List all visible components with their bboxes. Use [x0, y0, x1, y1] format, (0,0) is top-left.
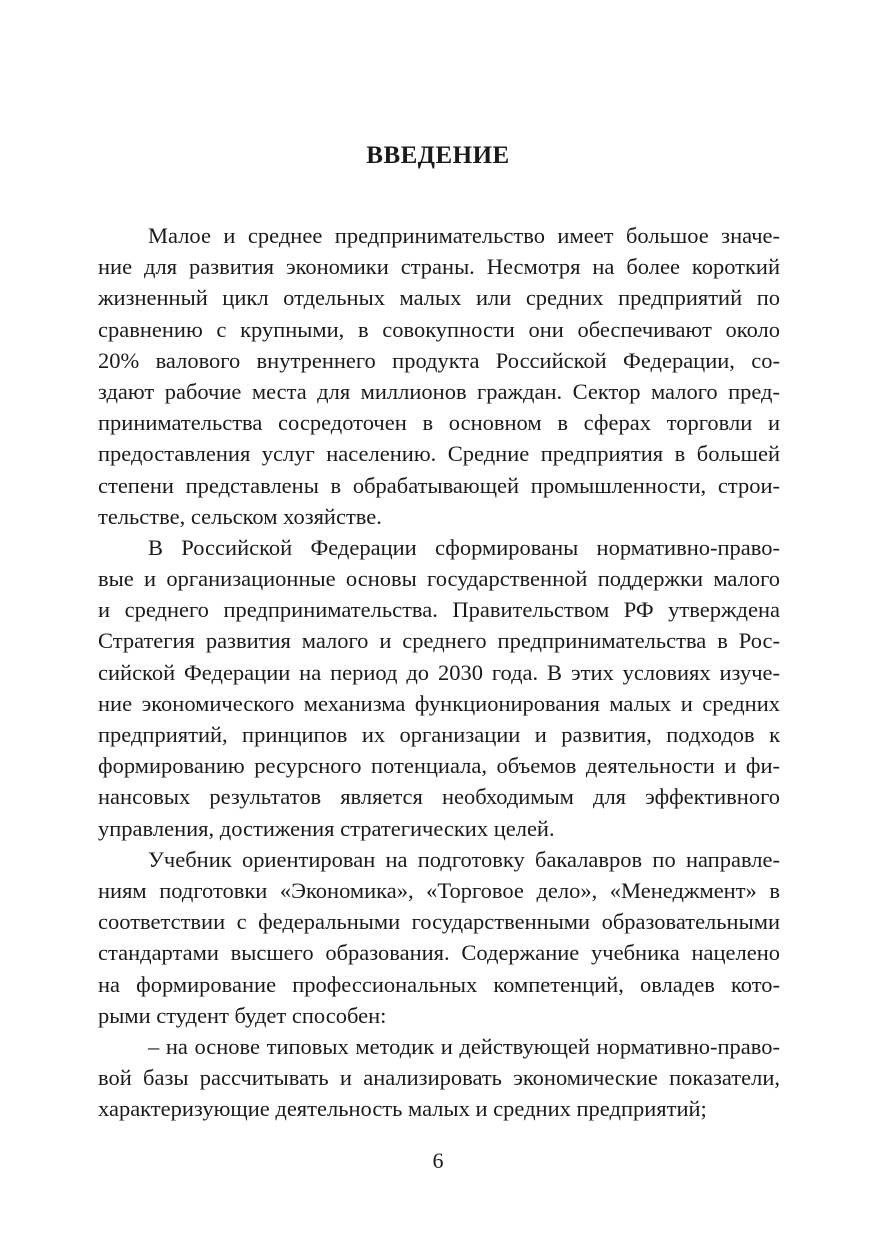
text-line: тельстве, сельском хозяйстве.: [98, 503, 382, 529]
text-line: Стратегия развития малого и среднего предпринимательства в Рос-: [98, 628, 780, 654]
text-line: управления, достижения стратегических целей.: [98, 815, 555, 841]
text-line: сийской Федерации на период до 2030 года. В этих условиях изуче-: [98, 659, 780, 685]
text-line: вой базы рассчитывать и анализировать экономические показатели,: [98, 1065, 780, 1091]
body-text: [98, 220, 780, 1124]
text-line: стандартами высшего образования. Содержание учебника нацелено: [98, 940, 780, 966]
text-line: предприятий, принципов их организации и развития, подходов к: [98, 722, 780, 747]
text-line: сравнению с крупными, в совокупности они обеспечивают около: [98, 316, 780, 342]
text-line: нансовых результатов является необходимым для эффективного: [98, 784, 780, 810]
page-number: 6: [432, 1148, 444, 1173]
text-line: 20% валового внутреннего продукта Российской Федерации, со-: [98, 347, 780, 373]
text-line: соответствии с федеральными государственными образовательными: [98, 909, 780, 935]
text-line: вые и организационные основы государственной поддержки малого: [98, 566, 780, 592]
text-line: принимательства сосредоточен в основном в сферах торговли и: [98, 410, 780, 436]
text-line: формированию ресурсного потенциала, объемов деятельности и фи-: [98, 753, 780, 779]
text-line: Учебник ориентирован на подготовку бакалавров по направле-: [148, 846, 780, 872]
chapter-title: ВВЕДЕНИЕ: [366, 142, 510, 169]
text-line: жизненный цикл отдельных малых или средних предприятий по: [98, 285, 780, 311]
text-line: степени представлены в обрабатывающей промышленности, строи-: [98, 472, 780, 498]
text-line: ние экономического механизма функционирования малых и средних: [98, 690, 780, 716]
text-line: на формирование профессиональных компетенций, овладев кото-: [98, 971, 780, 997]
text-line: рыми студент будет способен:: [98, 1002, 387, 1028]
text-line: В Российской Федерации сформированы нормативно-право-: [148, 534, 780, 560]
text-line: характеризующие деятельность малых и средних предприятий;: [98, 1096, 707, 1122]
text-line: и среднего предпринимательства. Правительством РФ утверждена: [98, 597, 780, 623]
text-line: – на основе типовых методик и действующей нормативно-право-: [148, 1033, 780, 1059]
text-line: здают рабочие места для миллионов граждан. Сектор малого пред-: [98, 378, 780, 404]
text-line: ниям подготовки «Экономика», «Торговое дело», «Менеджмент» в: [98, 877, 780, 903]
text-line: ние для развития экономики страны. Несмотря на более короткий: [98, 254, 780, 280]
text-line: Малое и среднее предпринимательство имеет большое значе-: [148, 223, 780, 248]
text-line: предоставления услуг населению. Средние предприятия в большей: [98, 441, 780, 467]
